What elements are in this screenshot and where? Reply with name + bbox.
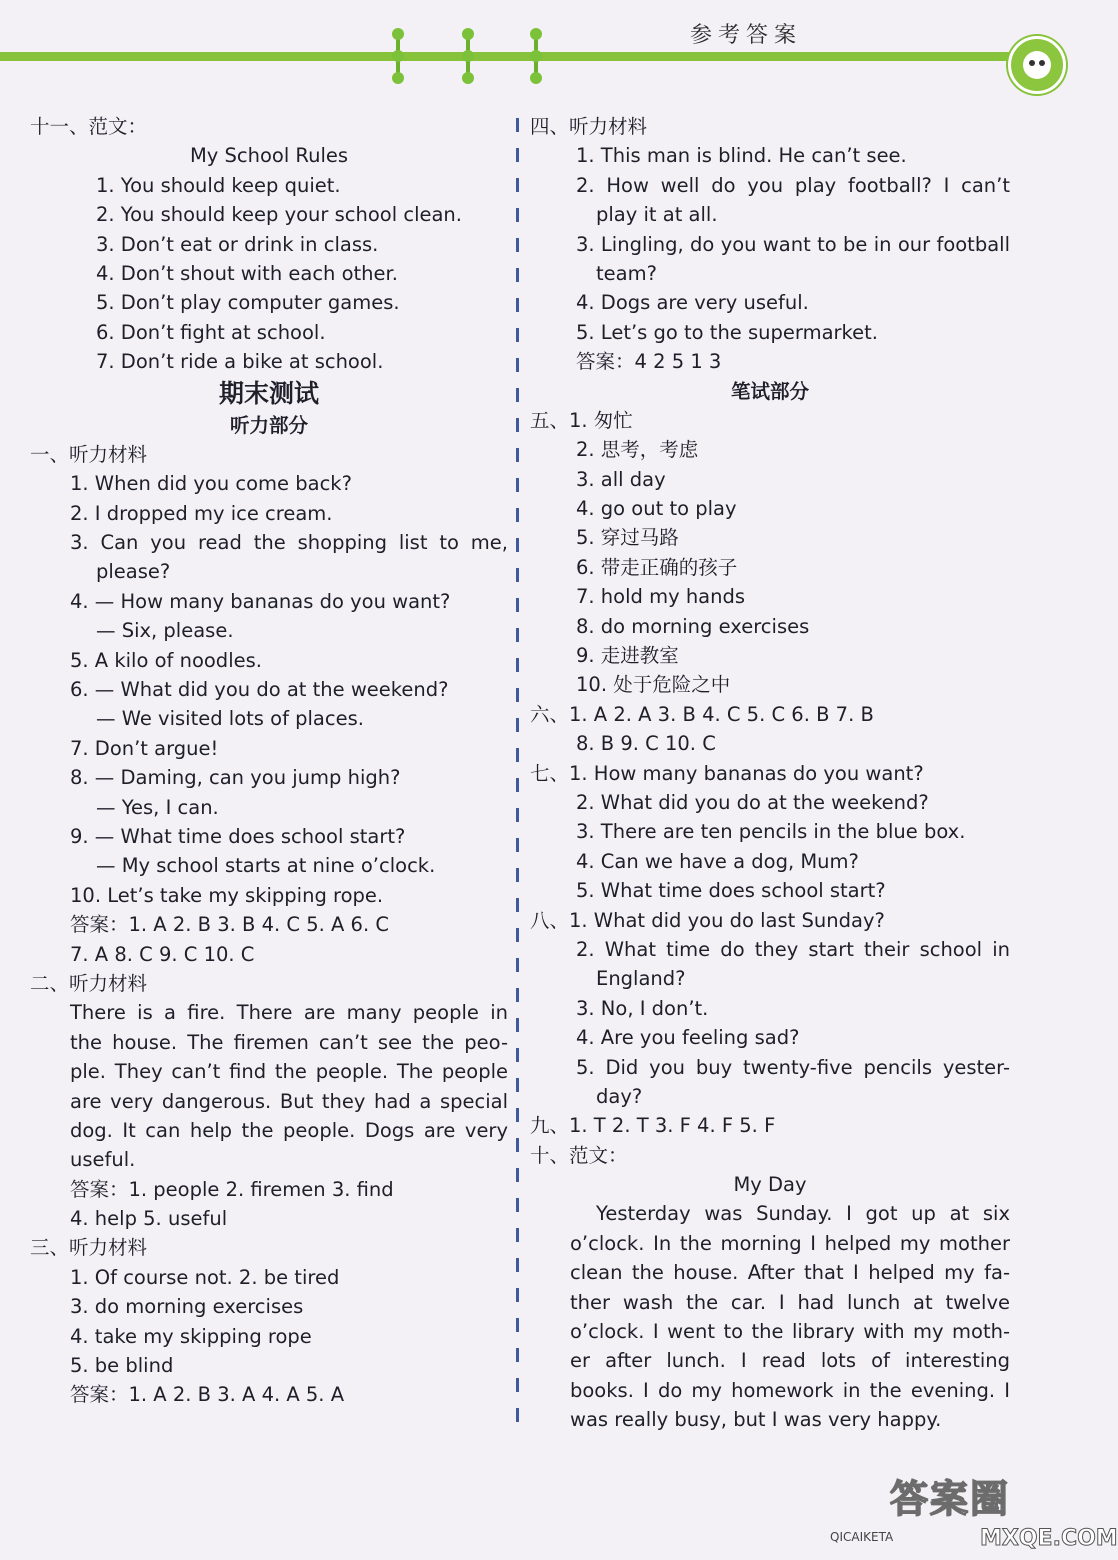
header-title: 参考答案 xyxy=(690,23,803,48)
left-text-line: useful. xyxy=(70,1148,136,1172)
binder-ring-icon xyxy=(462,28,474,84)
right-text-line: 五、1. 匆忙 xyxy=(530,408,633,432)
left-text-line: 2. I dropped my ice cream. xyxy=(70,501,333,525)
left-text-line: 4. take my skipping rope xyxy=(70,1324,312,1348)
right-text-line: 2. What time do they start their school in xyxy=(576,937,1010,961)
left-text-line: 答案：1. A 2. B 3. B 4. C 5. A 6. C xyxy=(70,913,389,937)
left-text-line: 8. — Daming, can you jump high? xyxy=(70,766,401,790)
right-text-line: 10. 处于危险之中 xyxy=(576,673,731,697)
right-text-line: 七、1. How many bananas do you want? xyxy=(530,761,924,785)
left-text-line: My School Rules xyxy=(189,144,349,168)
left-text-line: the house. The firemen can’t see the peo- xyxy=(70,1030,508,1054)
right-text-line: 笔试部分 xyxy=(730,379,809,403)
right-text-line: 3. There are ten pencils in the blue box. xyxy=(576,820,966,844)
right-text-line: play it at all. xyxy=(596,203,718,227)
right-text-line: 5. Let’s go to the supermarket. xyxy=(576,320,878,344)
mascot-logo-icon xyxy=(1008,36,1066,94)
right-text-line: 2. What did you do at the weekend? xyxy=(576,790,929,814)
right-text-line: 5. Did you buy twenty-five pencils yester- xyxy=(576,1055,1010,1079)
left-text-line: 1. When did you come back? xyxy=(70,472,352,496)
right-text-line: 十、范文： xyxy=(530,1143,628,1167)
left-text-line: 5. A kilo of noodles. xyxy=(70,648,262,672)
right-text-line: England? xyxy=(596,967,686,991)
right-text-line: 2. How well do you play football? I can’t xyxy=(576,173,1010,197)
left-text-line: 十一、范文： xyxy=(30,115,148,138)
left-text-line: 听力部分 xyxy=(229,413,308,437)
left-text-line: ple. They can’t find the people. The people xyxy=(70,1060,508,1084)
header-green-line xyxy=(0,52,1030,61)
left-text-line: 二、听力材料 xyxy=(30,971,148,995)
right-text-line: 8. do morning exercises xyxy=(576,614,810,638)
left-text-line: 三、听力材料 xyxy=(30,1236,148,1260)
right-column xyxy=(530,112,1010,1435)
right-text-line: ther wash the car. I had lunch at twelve xyxy=(570,1290,1010,1314)
right-text-line: 8. B 9. C 10. C xyxy=(576,732,716,756)
right-text-line: books. I do my homework in the evening. I xyxy=(570,1378,1010,1402)
right-text-line: 2. 思考，考虑 xyxy=(576,438,699,462)
left-text-line: 1. You should keep quiet. xyxy=(96,173,341,197)
left-text-line: 4. Don’t shout with each other. xyxy=(96,261,398,285)
left-text-line: 3. Can you read the shopping list to me, xyxy=(70,531,508,555)
left-text-line: are very dangerous. But they had a special xyxy=(70,1089,508,1113)
right-text-line: 1. This man is blind. He can’t see. xyxy=(576,144,907,168)
right-text-line: 八、1. What did you do last Sunday? xyxy=(530,908,885,932)
right-text-line: My Day xyxy=(733,1173,807,1197)
left-text-line: 1. Of course not. 2. be tired xyxy=(70,1265,340,1289)
left-text-line: 5. Don’t play computer games. xyxy=(96,291,400,315)
left-text-line: 4. help 5. useful xyxy=(70,1207,228,1231)
left-text-line: — My school starts at nine o’clock. xyxy=(96,854,436,878)
right-text-line: 4. Can we have a dog, Mum? xyxy=(576,849,859,873)
right-text-line: Yesterday was Sunday. I got up at six xyxy=(596,1202,1010,1226)
left-text-line: 3. do morning exercises xyxy=(70,1295,304,1319)
left-text-line: There is a fire. There are many people in xyxy=(70,1001,508,1025)
page-header xyxy=(0,0,1080,100)
binder-ring-icon xyxy=(530,28,542,84)
left-text-line: 9. — What time does school start? xyxy=(70,824,406,848)
right-text-line: o’clock. I went to the library with my moth- xyxy=(570,1320,1010,1344)
right-text-line: 4. Are you feeling sad? xyxy=(576,1026,800,1050)
right-text-line: 四、听力材料 xyxy=(530,115,648,138)
right-text-line: 5. 穿过马路 xyxy=(576,526,679,550)
right-text-line: 3. all day xyxy=(576,467,666,491)
right-text-line: clean the house. After that I helped my fa- xyxy=(570,1261,1010,1285)
footer-site-text: QICAIKETA xyxy=(830,1530,894,1544)
left-text-line: 6. Don’t fight at school. xyxy=(96,320,326,344)
left-text-line: 答案：1. people 2. firemen 3. find xyxy=(70,1177,394,1201)
right-text-line: 答案：4 2 5 1 3 xyxy=(576,350,722,374)
left-text-line: 10. Let’s take my skipping rope. xyxy=(70,883,384,907)
binder-ring-icon xyxy=(392,28,404,84)
right-text-line: 9. 走进教室 xyxy=(576,644,679,668)
left-text-line: 期末测试 xyxy=(218,378,319,408)
right-text-line: was really busy, but I was very happy. xyxy=(570,1408,942,1432)
left-text-line: 6. — What did you do at the weekend? xyxy=(70,678,449,702)
left-text-line: 一、听力材料 xyxy=(30,442,148,466)
left-text-line: 7. Don’t argue! xyxy=(70,736,219,760)
right-text-line: 3. Lingling, do you want to be in our football xyxy=(576,232,1010,256)
left-text-line: — Six, please. xyxy=(96,619,234,643)
left-text-line: — We visited lots of places. xyxy=(96,707,364,731)
left-text-line: 2. You should keep your school clean. xyxy=(96,203,462,227)
right-text-line: 4. go out to play xyxy=(576,497,737,521)
left-column xyxy=(30,112,508,1410)
left-text-line: dog. It can help the people. Dogs are very xyxy=(70,1118,508,1142)
right-text-line: 六、1. A 2. A 3. B 4. C 5. C 6. B 7. B xyxy=(530,702,874,726)
left-text-line: 7. A 8. C 9. C 10. C xyxy=(70,942,255,966)
right-text-line: 九、1. T 2. T 3. F 4. F 5. F xyxy=(530,1114,776,1138)
left-text-line: — Yes, I can. xyxy=(96,795,219,819)
column-divider xyxy=(516,118,519,1438)
left-text-line: 7. Don’t ride a bike at school. xyxy=(96,350,384,374)
watermark-url: MXQE.COM xyxy=(980,1526,1118,1551)
right-text-line: er after lunch. I read lots of interesting xyxy=(570,1349,1010,1373)
left-text-line: please? xyxy=(96,560,171,584)
left-text-line: 答案：1. A 2. B 3. A 4. A 5. A xyxy=(70,1383,345,1407)
left-text-line: 3. Don’t eat or drink in class. xyxy=(96,232,379,256)
right-text-line: 3. No, I don’t. xyxy=(576,996,709,1020)
right-text-line: 6. 带走正确的孩子 xyxy=(576,555,738,579)
right-text-line: day? xyxy=(596,1084,643,1108)
watermark-logo: 答案圈 xyxy=(890,1477,1011,1521)
left-text-line: 5. be blind xyxy=(70,1354,174,1378)
right-text-line: 5. What time does school start? xyxy=(576,879,886,903)
left-text-line: 4. — How many bananas do you want? xyxy=(70,589,451,613)
right-text-line: 7. hold my hands xyxy=(576,585,746,609)
right-text-line: o’clock. In the morning I helped my mother xyxy=(570,1231,1010,1255)
right-text-line: 4. Dogs are very useful. xyxy=(576,291,809,315)
right-text-line: team? xyxy=(596,261,657,285)
